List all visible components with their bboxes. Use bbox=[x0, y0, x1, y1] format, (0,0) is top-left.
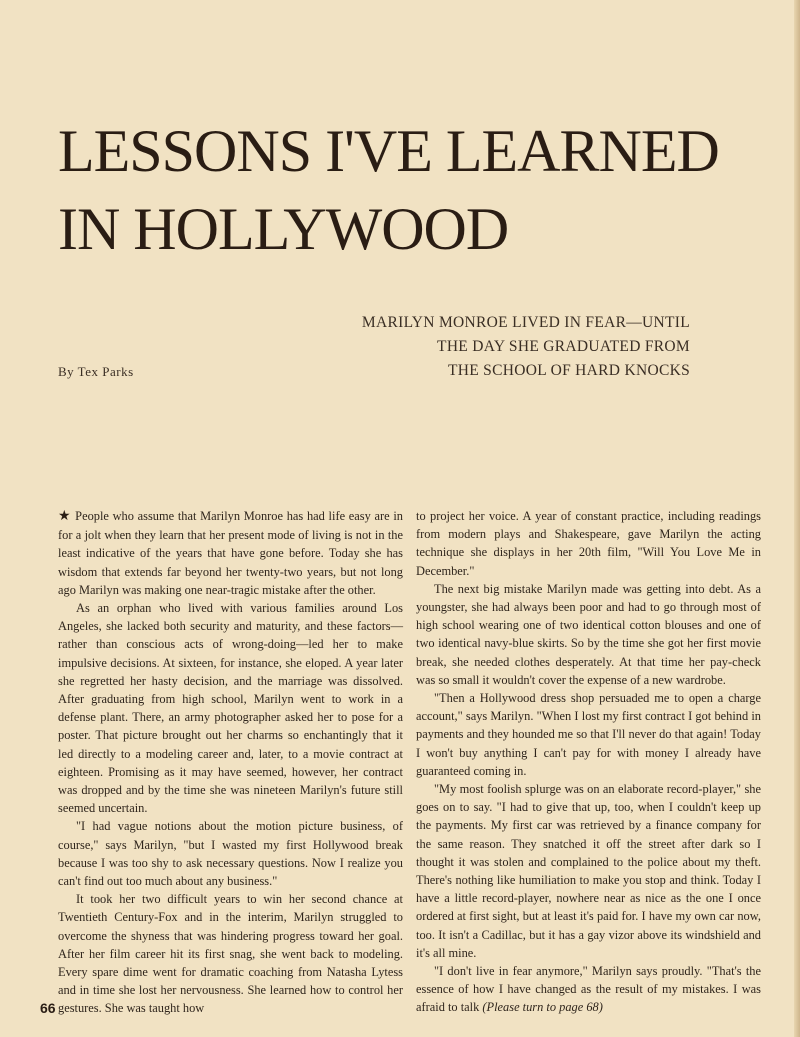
left-column bbox=[58, 507, 403, 1018]
paragraph: "Then a Hollywood dress shop persuaded me to open a charge account," says Marilyn. "When I lost my first contract I got behind in payments and they hounded me so that I'll never do that again! Today I won't buy anything I can't pay for with money I already have guaranteed coming in. bbox=[416, 691, 761, 778]
right-column bbox=[416, 507, 761, 1017]
paragraph bbox=[58, 507, 403, 599]
paragraph: "I had vague notions about the motion picture business, of course," says Marilyn, "but I wasted my first Hollywood break because I was too shy to ask necessary questions. Now I realize you can't find out too much about any business." bbox=[58, 819, 403, 889]
star-icon: ★ bbox=[58, 509, 72, 524]
headline-line-2: IN HOLLYWOOD bbox=[58, 196, 509, 262]
paragraph: The next big mistake Marilyn made was getting into debt. As a youngster, she had always been poor and had to go through most of high school wearing one of two identical cotton blouses and one of two identical navy-blue skirts. So by the time she got her first movie break, she needed clothes desperately. At that time her pay-check was so small it wouldn't cover the expense of a new wardrobe. bbox=[416, 581, 761, 687]
page-edge bbox=[794, 0, 800, 1037]
paragraph bbox=[416, 962, 761, 1017]
paragraph: As an orphan who lived with various families around Los Angeles, she lacked both security and maturity, and these factors—rather than conscious acts of wrong-doing—led her to make impulsive decisions. At sixteen, for instance, she eloped. A year later she regretted her hasty decision, and the marriage was dissolved. After graduating from high school, Marilyn went to work in a defense plant. There, an army photographer asked her to pose for a poster. That picture brought out her charms so enchantingly that it led directly to a modeling career and, later, to a movie contract at eighteen. Promising as it may have seemed, however, her contract was dropped and by the time she was nineteen Marilyn's future still seemed uncertain. bbox=[58, 601, 403, 816]
deck-line-1: MARILYN MONROE LIVED IN FEAR—UNTIL bbox=[361, 314, 690, 331]
deck-line-3: THE SCHOOL OF HARD KNOCKS bbox=[447, 362, 690, 379]
paragraph-text: People who assume that Marilyn Monroe has had life easy are in for a jolt when they learn that her present mode of living is not in the least indicative of the years that have gone before. Today she has wisdom that extends far beyond her twenty-two years, but not long ago Marilyn was making one near-tragic mistake after the other. bbox=[58, 509, 403, 597]
byline: By Tex Parks bbox=[58, 364, 134, 379]
paragraph: "My most foolish splurge was on an elaborate record-player," she goes on to say. "I had to give that up, too, when I couldn't keep up the payments. My first car was retrieved by a finance company for the same reason. They snatched it off the street after dark so I thought it was stolen and complained to the police about my theft. There's nothing like humiliation to make you stop and think. Today I have a little record-player, nowhere near as nice as the one I once ordered at first sight, but at least it's paid for. I have my own car now, too. It isn't a Cadillac, but it has a gay vizor above its windshield and it's all mine. bbox=[416, 782, 761, 960]
article-deck bbox=[362, 311, 690, 383]
page-number: 66 bbox=[40, 1000, 56, 1016]
article-headline bbox=[58, 112, 758, 268]
paragraph: to project her voice. A year of constant practice, including readings from modern plays and Shakespeare, gave Marilyn the acting technique she displays in her 20th film, "Will You Love Me in December." bbox=[416, 509, 761, 578]
headline-line-1: LESSONS I'VE LEARNED bbox=[58, 118, 719, 184]
continuation-note: (Please turn to page 68) bbox=[482, 1000, 603, 1015]
deck-line-2: THE DAY SHE GRADUATED FROM bbox=[437, 338, 690, 355]
paragraph: It took her two difficult years to win her second chance at Twentieth Century-Fox and in the interim, Marilyn struggled to overcome the shyness that was hindering progress toward her goal. After her film career hit its first snag, she went back to modeling. Every spare dime went for dramatic coaching from Natasha Lytess and in time she lost her nervousness. She learned how to control her gestures. She was taught how bbox=[58, 892, 403, 1016]
paragraph-text: "I don't live in fear anymore," Marilyn says proudly. "That's the essence of how I have changed as the result of my mistakes. I was afraid to talk bbox=[416, 964, 761, 1015]
